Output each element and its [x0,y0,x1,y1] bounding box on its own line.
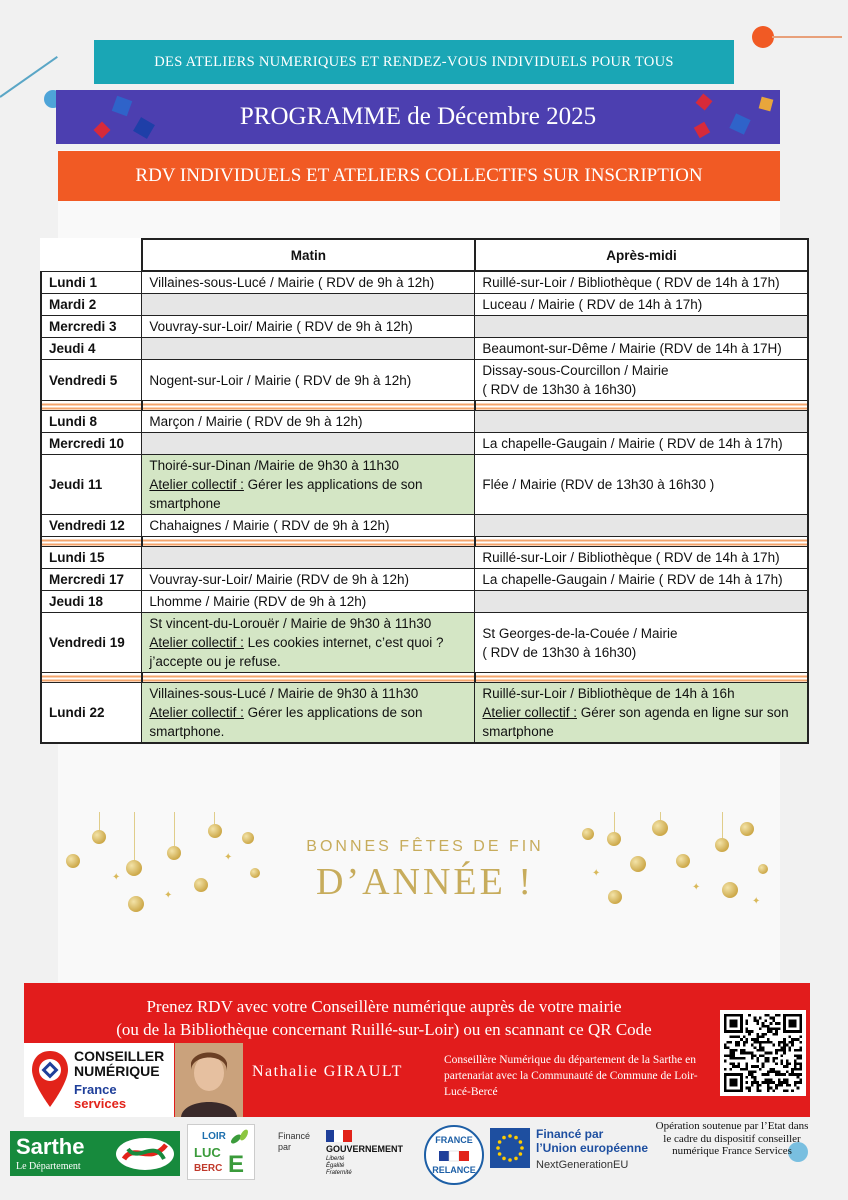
sparkle-icon: ✦ [224,852,233,863]
sparkle-icon: ✦ [112,872,121,883]
loir-luce-berce-logo [187,1124,255,1180]
france-relance-logo [424,1125,484,1185]
morning-line: Thoiré-sur-Dinan /Mairie de 9h30 à 11h30 [149,458,400,473]
header-blank-cell [41,239,142,271]
eu-stars-icon [490,1128,530,1168]
workshop-text [149,633,467,671]
government-logo [326,1130,418,1177]
ornaments-left [64,812,274,912]
ornament-ball-icon [582,828,594,840]
afternoon-line: Ruillé-sur-Loir / Bibliothèque de 14h à 16h [482,686,735,701]
table-row [41,433,808,455]
confetti-shape [696,94,713,111]
decor-dot [752,26,774,48]
afternoon-cell: Luceau / Mairie ( RDV de 14h à 17h) [475,294,808,316]
table-row [41,591,808,613]
ornament-ball-icon [722,882,738,898]
handshake-flag-icon [439,1149,469,1163]
afternoon-line: ( RDV de 13h30 à 16h30) [482,382,637,397]
table-row [41,360,808,401]
person-portrait-icon [175,1043,243,1117]
greeting-line1: BONNES FÊTES DE FIN [306,838,544,855]
ornament-ball-icon [92,830,106,844]
morning-cell-empty [142,433,475,455]
day-cell: Mercredi 10 [41,433,142,455]
leaf-icon [228,1127,252,1147]
afternoon-cell: La chapelle-Gaugain / Mairie ( RDV de 14h à 17h) [475,433,808,455]
workshop-text [482,703,800,741]
afternoon-line: ( RDV de 13h30 à 16h30) [482,644,637,660]
ornaments-right [572,812,777,912]
table-row [41,271,808,294]
day-cell: Jeudi 18 [41,591,142,613]
ornament-ball-icon [715,838,729,852]
morning-cell-empty [142,294,475,316]
top-banner-text: DES ATELIERS NUMERIQUES ET RENDEZ-VOUS INDIVIDUELS POUR TOUS [154,53,674,70]
header-afternoon: Après-midi [475,239,808,271]
confetti-shape [133,117,155,139]
sarthe-logo [10,1131,180,1176]
afternoon-cell: Ruillé-sur-Loir / Bibliothèque ( RDV de 14h à 17h) [475,547,808,569]
advisor-photo [175,1043,243,1117]
cta-line: Prenez RDV avec votre Conseillère numérique auprès de votre mairie [146,997,622,1016]
schedule-table [40,238,809,744]
ornament-ball-icon [652,820,668,836]
morning-cell: Vouvray-sur-Loir/ Mairie ( RDV de 9h à 12h) [142,316,475,338]
ornament-ball-icon [250,868,260,878]
government-text: GOUVERNEMENT [326,1144,404,1154]
ornament-ball-icon [676,854,690,868]
afternoon-cell-empty [475,515,808,537]
workshop-label: Atelier collectif : [149,635,244,650]
morning-cell: Villaines-sous-Lucé / Mairie ( RDV de 9h à 12h) [142,271,475,294]
qr-code-icon[interactable] [724,1014,802,1092]
logo-text: France [74,1082,117,1097]
morning-cell: Lhomme / Mairie (RDV de 9h à 12h) [142,591,475,613]
workshop-description: Les cookies internet, c’est quoi ? j’accepte ou je refuse. [149,635,444,669]
eu-flag [490,1128,530,1168]
table-row [41,338,808,360]
workshop-description: Gérer son agenda en ligne sur son smartphone [482,705,789,739]
afternoon-cell: Beaumont-sur-Dême / Mairie (RDV de 14h à 17H) [475,338,808,360]
ornament-ball-icon [740,822,754,836]
sparkle-icon: ✦ [592,868,601,879]
ornament-ball-icon [66,854,80,868]
sparkle-icon: ✦ [164,890,173,901]
confetti-shape [94,122,111,139]
workshop-description: Gérer les applications de son smartphone [149,477,423,511]
rdv-banner [58,151,780,201]
morning-cell-empty [142,338,475,360]
afternoon-cell [475,360,808,401]
morning-cell: Nogent-sur-Loir / Mairie ( RDV de 9h à 12h) [142,360,475,401]
workshop-label: Atelier collectif : [482,705,577,720]
greeting-line2: D’ANNÉE ! [315,861,534,903]
confetti-shape [112,96,133,117]
morning-line: Villaines-sous-Lucé / Mairie de 9h30 à 11h30 [149,686,419,701]
top-banner [94,40,734,84]
afternoon-line: St Georges-de-la-Couée / Mairie [482,625,678,641]
ornament-ball-icon [208,824,222,838]
logo-text: BERC [194,1163,223,1174]
table-row [41,316,808,338]
eu-line: l’Union européenne [536,1141,649,1155]
week-separator [41,537,808,547]
morning-line: St vincent-du-Lorouër / Mairie de 9h30 à 11h30 [149,616,432,631]
day-cell: Lundi 22 [41,683,142,744]
conseiller-numerique-logo [24,1043,174,1117]
table-row [41,613,808,673]
table-row [41,515,808,537]
day-cell: Vendredi 19 [41,613,142,673]
workshop-description: Gérer les applications de son smartphone. [149,705,423,739]
sarthe-title: Sarthe [16,1134,85,1159]
morning-cell-workshop [142,613,475,673]
government-motto: Liberté Égalité Fraternité [326,1156,352,1176]
day-cell: Mercredi 17 [41,569,142,591]
sarthe-subtitle: Le Département [16,1161,81,1172]
logo-text: LUC [194,1145,221,1160]
sparkle-icon: ✦ [752,896,761,907]
day-cell: Mercredi 3 [41,316,142,338]
table-row [41,569,808,591]
ornament-ball-icon [194,878,208,892]
programme-title: PROGRAMME de Décembre 2025 [239,103,597,130]
confetti-shape [694,122,710,138]
workshop-label: Atelier collectif : [149,477,244,492]
afternoon-cell-empty [475,316,808,338]
logo-text: CONSEILLER [74,1048,165,1064]
afternoon-cell: Flée / Mairie (RDV de 13h30 à 16h30 ) [475,455,808,515]
table-header-row [41,239,808,271]
day-cell: Mardi 2 [41,294,142,316]
logo-text: services [74,1096,127,1111]
marianne-flag-icon [326,1130,352,1142]
operation-note: Opération soutenue par l’Etat dans le cadre du dispositif conseiller numérique France Services [655,1120,809,1157]
week-separator [41,673,808,683]
workshop-label: Atelier collectif : [149,705,244,720]
day-cell: Lundi 15 [41,547,142,569]
afternoon-line: Dissay-sous-Courcillon / Mairie [482,363,669,378]
advisor-name: Nathalie GIRAULT [252,1063,403,1080]
day-cell: Vendredi 12 [41,515,142,537]
table-row [41,547,808,569]
workshop-text [149,475,467,513]
morning-cell-workshop [142,455,475,515]
afternoon-cell [475,613,808,673]
logo-text: E [228,1151,245,1178]
morning-cell: Marçon / Mairie ( RDV de 9h à 12h) [142,411,475,433]
table-row [41,411,808,433]
decor-line [772,36,842,38]
day-cell: Lundi 8 [41,411,142,433]
relance-text: RELANCE [432,1165,476,1175]
morning-cell-workshop [142,683,475,744]
header-morning: Matin [142,239,475,271]
day-cell: Vendredi 5 [41,360,142,401]
relance-text: FRANCE [435,1135,473,1145]
afternoon-cell-empty [475,411,808,433]
cta-line: (ou de la Bibliothèque concernant Ruillé-sur-Loir) ou en scannant ce QR Code [116,1020,652,1039]
day-cell: Jeudi 4 [41,338,142,360]
morning-cell: Chahaignes / Mairie ( RDV de 9h à 12h) [142,515,475,537]
programme-banner [56,90,780,144]
eu-funding-text [536,1127,648,1172]
table-row [41,683,808,744]
advisor-description: Conseillère Numérique du département de la Sarthe en partenariat avec la Communauté de Commune de Loir-Lucé-Bercé [444,1054,698,1098]
afternoon-cell: Ruillé-sur-Loir / Bibliothèque ( RDV de 14h à 17h) [475,271,808,294]
ornament-ball-icon [126,860,142,876]
logo-text: LOIR [202,1131,226,1142]
rdv-banner-text: RDV INDIVIDUELS ET ATELIERS COLLECTIFS SUR INSCRIPTION [135,165,703,186]
ornament-ball-icon [167,846,181,860]
confetti-shape [729,113,750,134]
afternoon-cell: La chapelle-Gaugain / Mairie ( RDV de 14h à 17h) [475,569,808,591]
morning-cell-empty [142,547,475,569]
day-cell: Lundi 1 [41,271,142,294]
ornament-ball-icon [242,832,254,844]
logo-text: NUMÉRIQUE [74,1063,160,1079]
call-to-action [34,995,734,1041]
map-pin-icon [30,1049,70,1111]
eu-line: Financé par [536,1127,604,1141]
sarthe-emblem-icon [114,1135,176,1173]
afternoon-cell-empty [475,591,808,613]
ornament-ball-icon [607,832,621,846]
week-separator [41,401,808,411]
ornament-ball-icon [630,856,646,872]
day-cell: Jeudi 11 [41,455,142,515]
eu-line: NextGenerationEU [536,1159,629,1171]
morning-cell: Vouvray-sur-Loir/ Mairie (RDV de 9h à 12h) [142,569,475,591]
qr-code[interactable] [720,1010,806,1096]
sparkle-icon: ✦ [692,882,701,893]
workshop-text [149,703,467,741]
ornament-ball-icon [128,896,144,912]
ornament-ball-icon [758,864,768,874]
table-row [41,455,808,515]
funded-by-label: Financé par [278,1131,311,1152]
ornament-ball-icon [608,890,622,904]
table-row [41,294,808,316]
confetti-shape [759,97,774,112]
afternoon-cell-workshop [475,683,808,744]
